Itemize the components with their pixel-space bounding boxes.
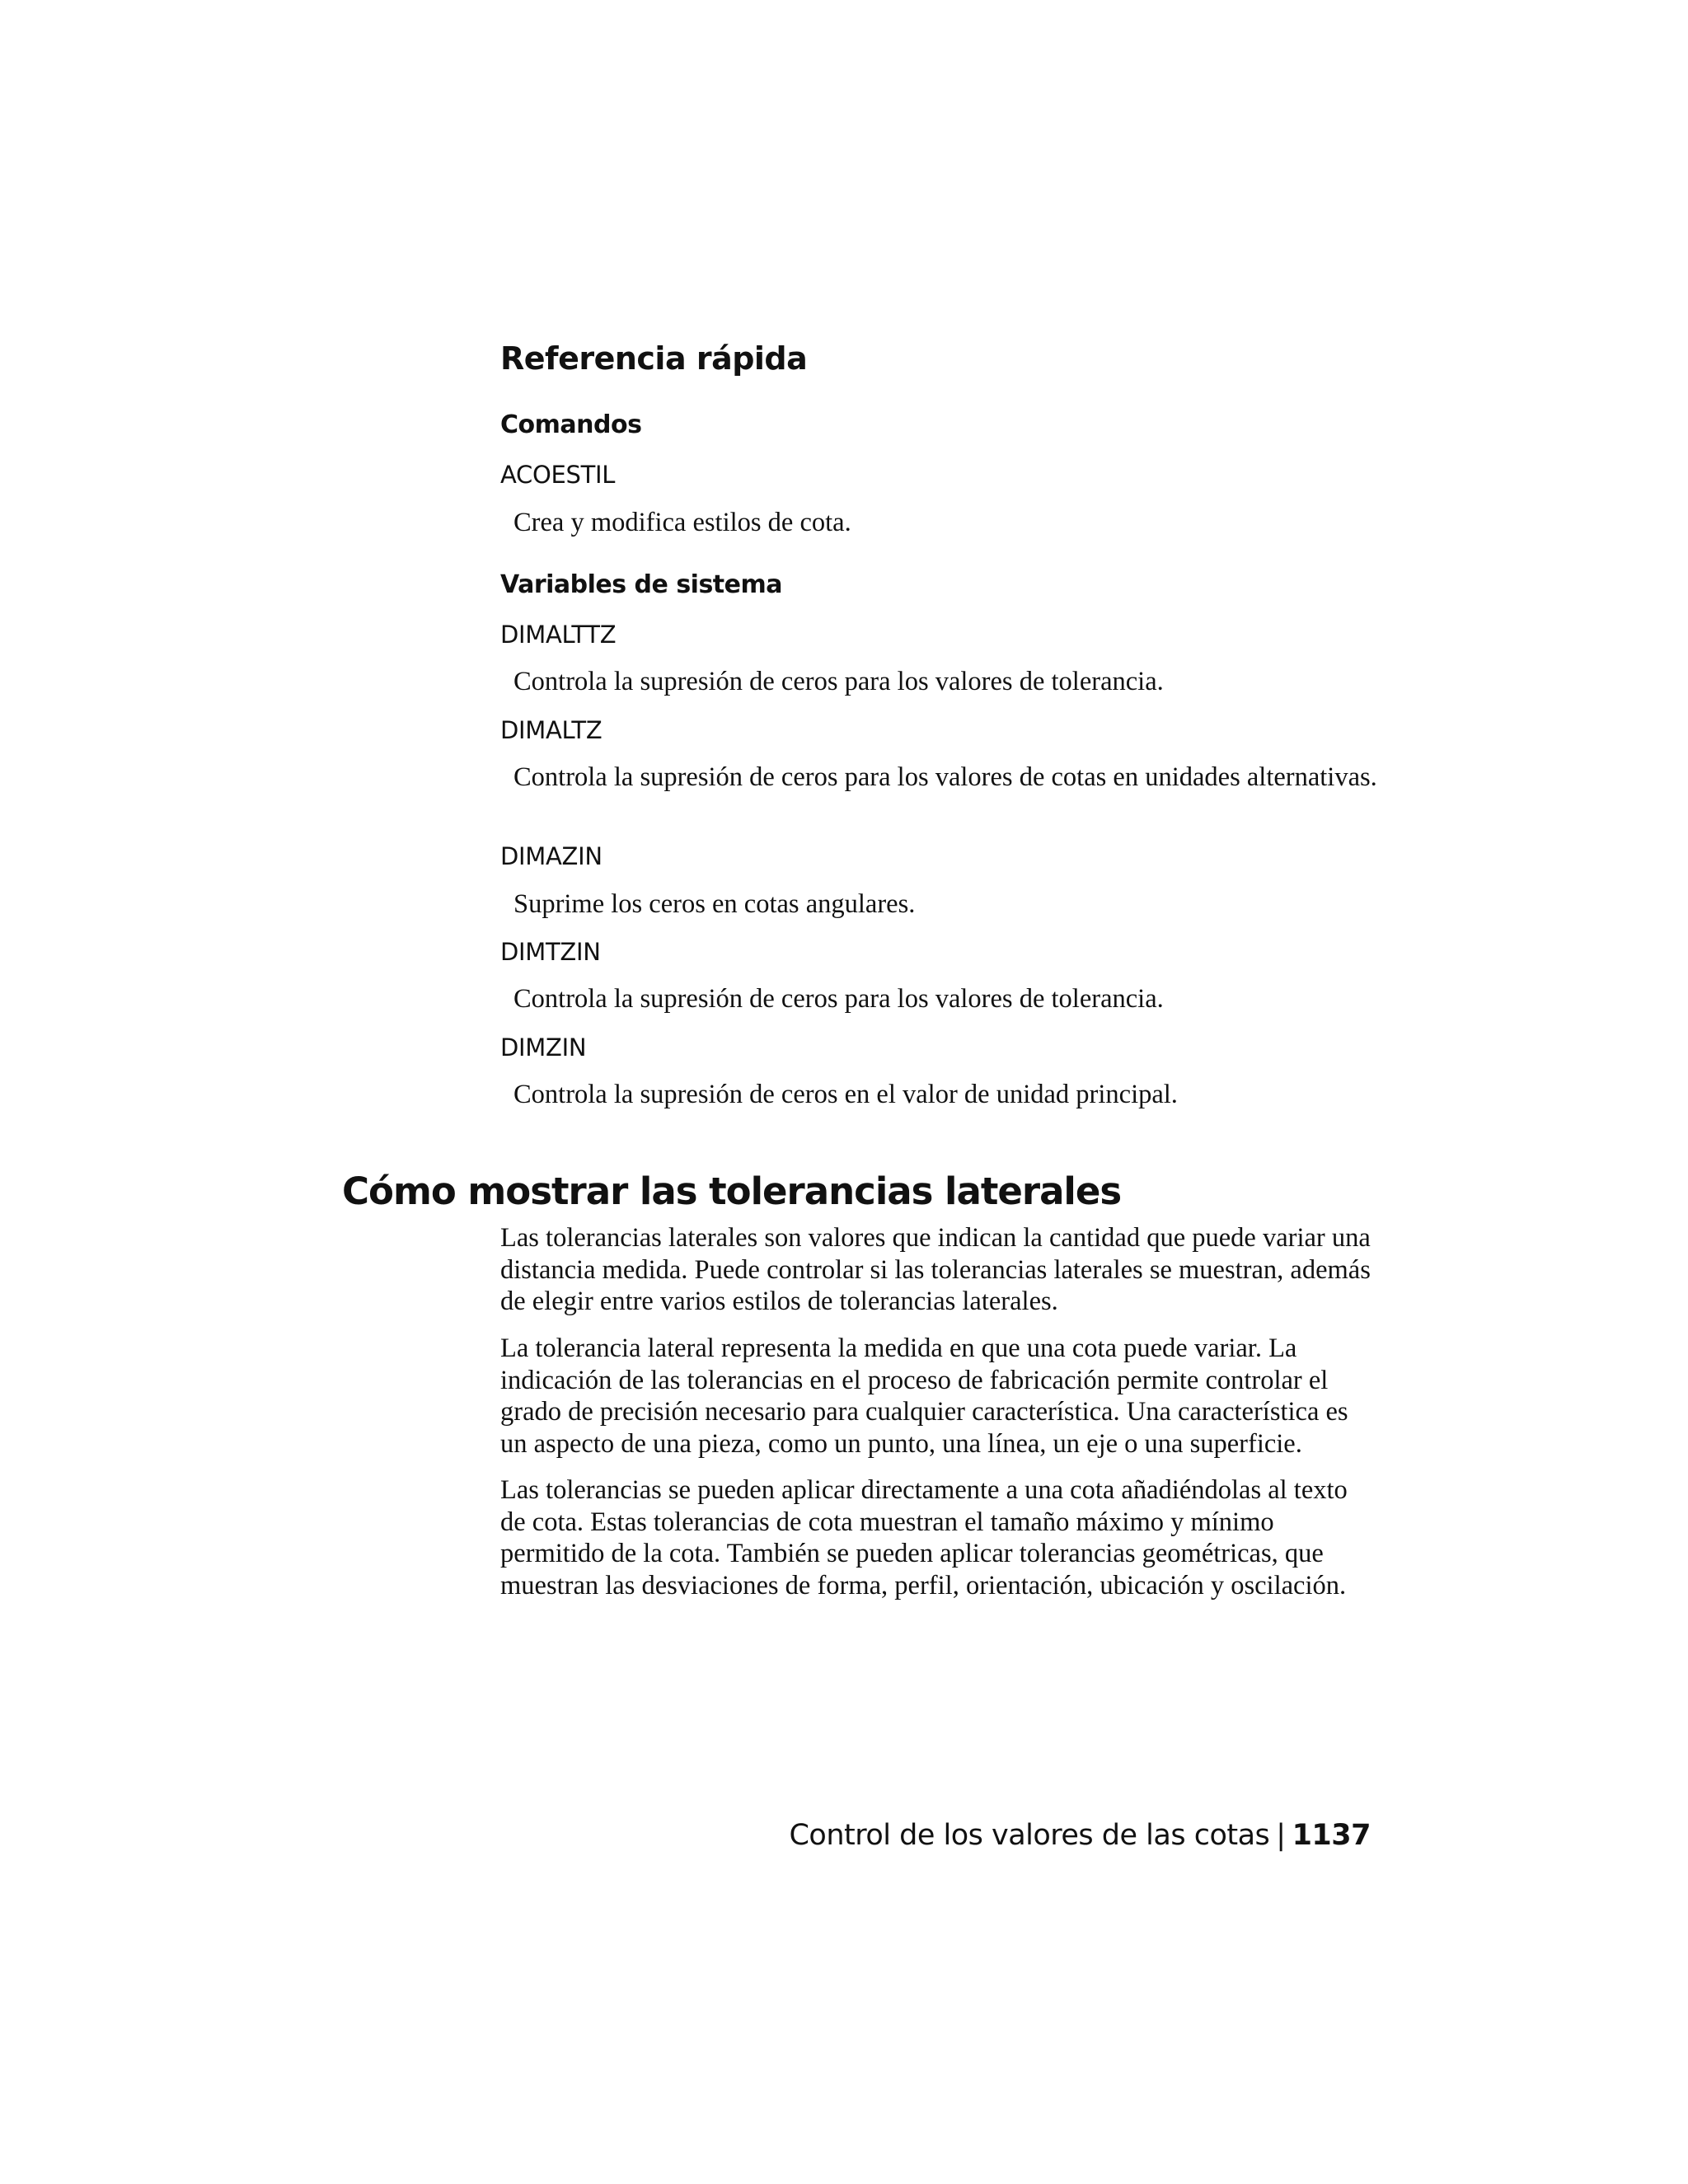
footer-separator: | <box>1276 1819 1286 1852</box>
commands-heading: Comandos <box>500 410 642 439</box>
variable-term: DIMALTZ <box>500 716 603 744</box>
variable-description: Controla la supresión de ceros para los valores de tolerancia. <box>513 667 1164 696</box>
page-number: 1137 <box>1292 1819 1371 1852</box>
body-paragraph: Las tolerancias se pueden aplicar directamente a una cota añadiéndolas al texto de cota. Estas tolerancias de cota muestran el tamaño máximo y mínimo permitido de la cota. También se pueden aplicar tolerancias geométricas, que muestran las desviaciones de forma, perfil, orientación, ubicación y oscilación. <box>500 1475 1348 1601</box>
footer-chapter-title: Control de los valores de las cotas <box>789 1819 1270 1852</box>
variable-description: Suprime los ceros en cotas angulares. <box>513 889 916 919</box>
command-description: Crea y modifica estilos de cota. <box>513 508 851 537</box>
page-footer <box>789 1817 1371 1854</box>
body-paragraph: La tolerancia lateral representa la medida en que una cota puede variar. La indicación de las tolerancias en el proceso de fabricación permite controlar el grado de precisión necesario para cualquier característica. Una característica es un aspecto de una pieza, como un punto, una línea, un eje o una superficie. <box>500 1333 1348 1459</box>
variable-description: Controla la supresión de ceros para los valores de cotas en unidades alternativas. <box>513 762 1377 792</box>
variable-term: DIMAZIN <box>500 842 603 870</box>
variable-term: DIMALTTZ <box>500 621 617 649</box>
variable-description: Controla la supresión de ceros para los valores de tolerancia. <box>513 984 1164 1014</box>
quick-reference-title: Referencia rápida <box>500 340 808 377</box>
variable-description: Controla la supresión de ceros en el valor de unidad principal. <box>513 1080 1178 1109</box>
variable-term: DIMZIN <box>500 1033 587 1062</box>
system-variables-heading: Variables de sistema <box>500 570 783 599</box>
body-paragraph: Las tolerancias laterales son valores que indican la cantidad que puede variar una distancia medida. Puede controlar si las tolerancias laterales se muestran, además de elegir entre varios estilos de tolerancias laterales. <box>500 1223 1371 1316</box>
command-term: ACOESTIL <box>500 461 616 489</box>
section-title: Cómo mostrar las tolerancias laterales <box>342 1169 1122 1213</box>
variable-term: DIMTZIN <box>500 938 601 966</box>
